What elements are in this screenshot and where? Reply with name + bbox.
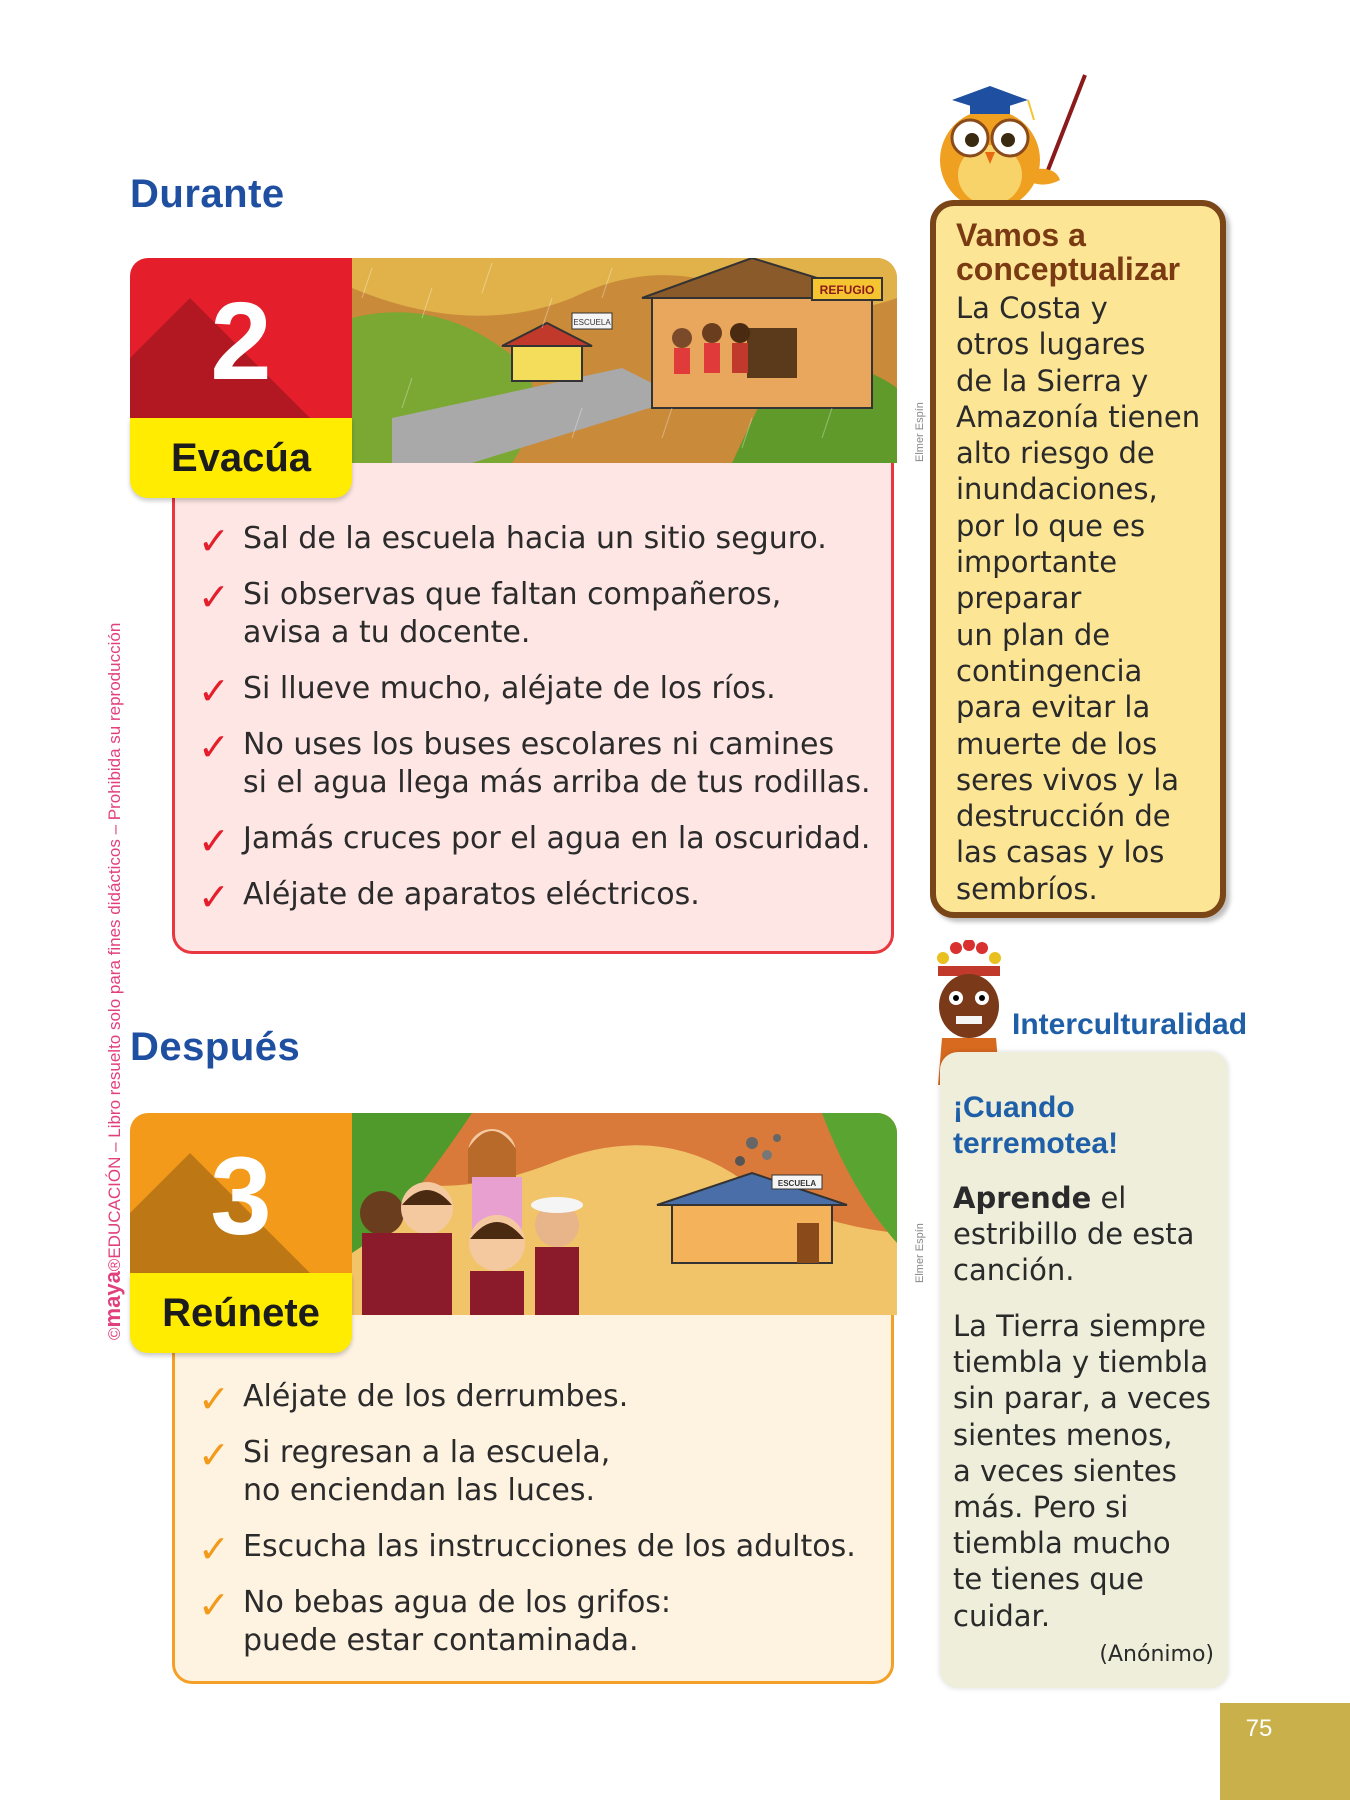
section-title-durante: Durante xyxy=(130,172,285,216)
section-title-despues: Después xyxy=(130,1025,301,1069)
checkmark-icon: ✓ xyxy=(198,575,230,619)
page-number: 75 xyxy=(1245,1715,1273,1742)
checkmark-icon: ✓ xyxy=(198,1583,230,1627)
list-item: ✓ Si llueve mucho, aléjate de los ríos. xyxy=(198,669,776,713)
concept-box xyxy=(930,200,1226,918)
song-lyrics: La Tierra siempre tiembla y tiembla sin parar, a veces sientes menos, a veces sientes más. Pero si tiembla mucho te tienes que cuidar. xyxy=(953,1309,1211,1633)
list-item: ✓ Sal de la escuela hacia un sitio seguro. xyxy=(198,519,827,563)
gathering-scene-graphic xyxy=(352,1113,897,1315)
step-number-block-2 xyxy=(130,258,352,418)
interculturalidad-card xyxy=(940,1052,1228,1688)
owl-mascot-icon xyxy=(930,70,1090,210)
checkmark-icon: ✓ xyxy=(198,519,230,563)
step-label-block-reunete xyxy=(130,1273,352,1353)
step-number: 2 xyxy=(210,280,272,403)
concept-title: Vamos a conceptualizar xyxy=(956,217,1181,287)
side-credit xyxy=(100,623,126,1340)
step-number: 3 xyxy=(210,1135,272,1258)
list-item: ✓ Si observas que faltan compañeros, avisa a tu docente. xyxy=(198,575,782,650)
interculturalidad-title: Interculturalidad xyxy=(1012,1008,1248,1041)
list-item: ✓ Si regresan a la escuela, no enciendan las luces. xyxy=(198,1433,611,1508)
list-item: ✓ Escucha las instrucciones de los adultos. xyxy=(198,1527,856,1571)
step-label: Evacúa xyxy=(170,436,312,480)
school-sign-text-2: ESCUELA xyxy=(777,1179,817,1188)
refugio-sign-text: REFUGIO xyxy=(819,283,875,297)
school-sign-text: ESCUELA xyxy=(573,318,611,327)
checkmark-icon: ✓ xyxy=(198,1433,230,1477)
photo-credit-1: Elmer Espín xyxy=(914,402,926,462)
step-label: Reúnete xyxy=(162,1291,320,1335)
song-intro-bold: Aprende xyxy=(953,1181,1092,1215)
reunete-checklist xyxy=(198,1378,898,1678)
concept-text: La Costa y otros lugares de la Sierra y Amazonía tienen alto riesgo de inundaciones, por lo que es importante preparar un plan de contingencia para evitar la muerte de los seres vivos y la destrucción de las casas y los sembríos. xyxy=(956,291,1201,906)
brand-name: maya xyxy=(100,1271,125,1328)
list-item: ✓ No uses los buses escolares ni camines si el agua llega más arriba de tus rodillas. xyxy=(198,725,871,800)
list-item: ✓ Jamás cruces por el agua en la oscuridad. xyxy=(198,819,871,863)
page-number-box xyxy=(1220,1703,1350,1800)
song-heading: ¡Cuando terremotea! xyxy=(953,1091,1119,1160)
checkmark-icon: ✓ xyxy=(198,669,230,713)
copyright-symbol: © xyxy=(105,1327,124,1340)
evacua-checklist xyxy=(198,520,898,932)
checkmark-icon: ✓ xyxy=(198,875,230,919)
list-item: ✓ No bebas agua de los grifos: puede estar contaminada. xyxy=(198,1583,672,1658)
checkmark-icon: ✓ xyxy=(198,819,230,863)
song-intro xyxy=(953,1180,1223,1288)
step-number-block-3 xyxy=(130,1113,352,1273)
song-intro-rest: el estribillo de esta canción. xyxy=(953,1181,1195,1287)
flood-illustration xyxy=(352,258,897,463)
checkmark-icon: ✓ xyxy=(198,1377,230,1421)
list-item: ✓ Aléjate de aparatos eléctricos. xyxy=(198,875,700,919)
flood-scene-graphic xyxy=(352,258,897,463)
photo-credit-2: Elmer Espín xyxy=(914,1223,926,1283)
checkmark-icon: ✓ xyxy=(198,725,230,769)
side-credit-text: ®EDUCACIÓN – Libro resuelto solo para fines didácticos – Prohibida su reproducción xyxy=(105,622,124,1272)
kids-illustration xyxy=(352,1113,897,1315)
checkmark-icon: ✓ xyxy=(198,1527,230,1571)
list-item: ✓ Aléjate de los derrumbes. xyxy=(198,1377,629,1421)
song-author: (Anónimo) xyxy=(1099,1642,1214,1667)
step-label-block-evacua xyxy=(130,418,352,498)
